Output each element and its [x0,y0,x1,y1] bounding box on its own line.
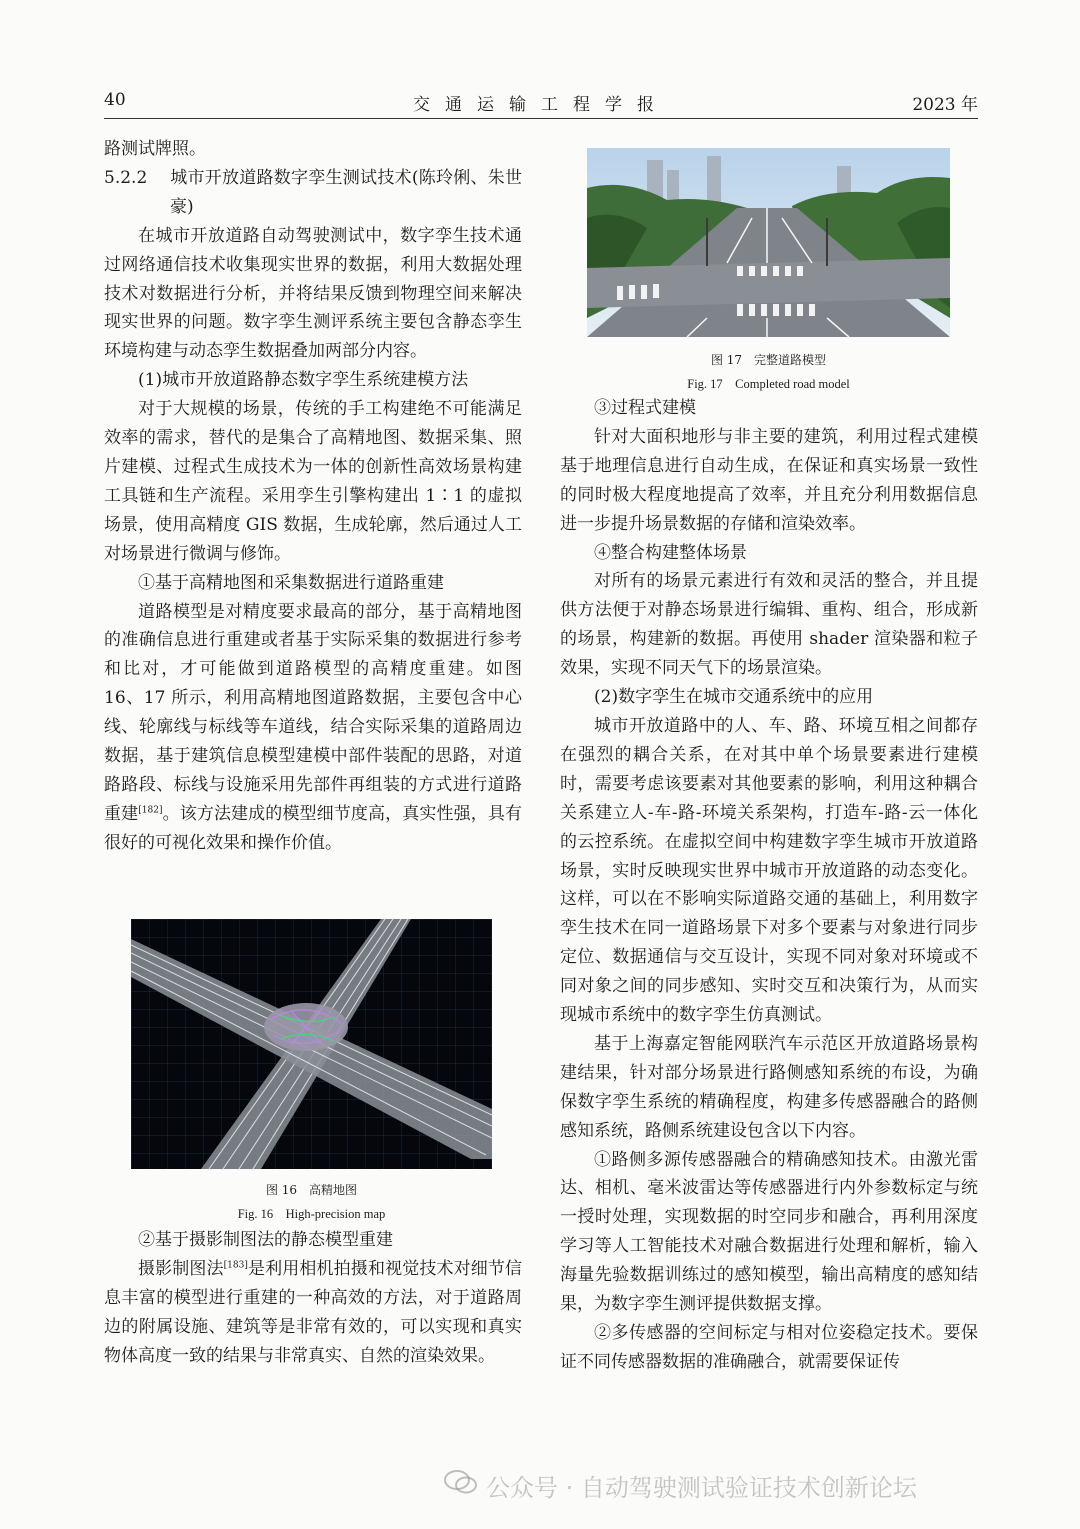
page-header [104,90,978,116]
figure-16-hd-map [131,919,492,1169]
subheading: ①基于高精地图和采集数据进行道路重建 [138,572,444,593]
paragraph: 摄影制图法[183]是利用相机拍摄和视觉技术对细节信息丰富的模型进行重建的一种高效的方法，对于道路周边的附属设施、建筑等是非常有效的，可以实现和真实物体高度一致的结果与非常真实、自然的渲染效果。 [104,1258,523,1366]
subheading: ③过程式建模 [594,398,696,418]
paragraph: ①路侧多源传感器融合的精确感知技术。由激光雷达、相机、毫米波雷达等传感器进行内外参数标定与统一授时处理，实现数据的时空同步和融合，再利用深度学习等人工智能技术对融合数据进行处理和解析，输入海量先验数据训练过的感知模型，输出高精度的感知结果，为数字孪生测评提供数据支撑。 [560,1149,978,1315]
publication-year: 2023 年 [912,95,978,115]
paragraph: 城市开放道路中的人、车、路、环境互相之间都存在强烈的耦合关系，在对其中单个场景要素进行建模时，需要考虑该要素对其他要素的影响，利用这种耦合关系建立人-车-路-环境关系架构，打造车-路-云一体化的云控系统。在虚拟空间中构建数字孪生城市开放道路场景，实时反映现实世界中城市开放道路的动态变化。这样，可以在不影响实际道路交通的基础上，利用数字孪生技术在同一道路场景下对多个要素与对象进行同步定位、数据通信与交互设计，实现不同对象对环境或不同对象之间的同步感知、实时交互和决策行为，从而实现城市系统中的数字孪生仿真测试。 [560,715,978,1026]
paragraph: 针对大面积地形与非主要的建筑，利用过程式建模基于地理信息进行自动生成，在保证和真实场景一致性的同时极大程度地提高了效率，并且充分利用数据信息进一步提升场景数据的存储和渲染效率。 [560,426,978,534]
figure-17-caption-cn: 图 17 完整道路模型 [710,353,827,367]
paragraph: 基于上海嘉定智能网联汽车示范区开放道路场景构建结果，针对部分场景进行路侧感知系统的布设，为确保数字孪生系统的精确程度，构建多传感器融合的路侧感知系统，路侧系统建设包含以下内容。 [560,1033,978,1141]
subheading: ④整合构建整体场景 [594,542,747,563]
figure-17-road-model [587,148,950,337]
section-heading [104,164,522,222]
watermark-text: 公众号 · 自动驾驶测试验证技术创新论坛 [486,1474,917,1502]
left-column [104,135,522,858]
paragraph: ②多传感器的空间标定与相对位姿稳定技术。要保证不同传感器数据的准确融合，就需要保证传 [560,1323,978,1372]
subheading: (2)数字孪生在城市交通系统中的应用 [594,687,874,708]
figure-17-caption-en: Fig. 17 Completed road model [687,377,850,391]
paragraph: 在城市开放道路自动驾驶测试中，数字孪生技术通过网络通信技术收集现实世界的数据，利用大数据处理技术对数据进行分析，并将结果反馈到物理空间来解决现实世界的问题。数字孪生测评系统主要包含静态孪生环境构建与动态孪生数据叠加两部分内容。 [104,225,522,362]
citation-ref: [183] [223,1260,248,1271]
journal-title: 交通运输工程学报 [413,95,669,115]
watermark [444,1464,1054,1504]
citation-ref: [182] [138,805,163,816]
right-column [560,394,978,1377]
figure-16-caption-cn: 图 16 高精地图 [265,1183,358,1197]
section-number: 5.2.2 [104,167,148,188]
paragraph: 对所有的场景元素进行有效和灵活的整合，并且提供方法便于对静态场景进行编辑、重构、组合，形成新的场景，构建新的数据。再使用 shader 渲染器和粒子效果，实现不同天气下的场景渲染。 [560,571,978,679]
header-rule [104,118,978,119]
figure-16-caption-en: Fig. 16 High-precision map [237,1207,386,1221]
section-title: 城市开放道路数字孪生测试技术(陈玲俐、朱世豪) [170,167,522,217]
page-number: 40 [104,90,126,110]
wechat-icon [444,1468,478,1502]
paragraph: 路测试牌照。 [104,139,206,159]
paragraph: 对于大规模的场景，传统的手工构建绝不可能满足效率的需求，替代的是集合了高精地图、数据采集、照片建模、过程式生成技术为一体的创新性高效场景构建工具链和生产流程。采用孪生引擎构建出 1∶1 的虚拟场景，使用高精度 GIS 数据，生成轮廓，然后通过人工对场景进行微调与修饰。 [104,399,522,564]
left-column-lower [104,1226,522,1371]
subheading: ②基于摄影制图法的静态模型重建 [138,1230,393,1250]
paragraph: 道路模型是对精度要求最高的部分，基于高精地图的准确信息进行重建或者基于实际采集的数据进行参考和比对，才可能做到道路模型的高精度重建。如图 16、17 所示，利用高精地图道路数据，主要包含中心线、轮廓线与标线等车道线，结合实际采集的道路周边数据，基于建筑信息模型建模中部件装配的思路，对道路路段、标线与设施采用先部件再组装的方式进行道路重建[182]。该方法建成的模型细节度高，真实性强，具有很好的可视化效果和操作价值。 [104,601,523,853]
subheading: (1)城市开放道路静态数字孪生系统建模方法 [138,370,469,391]
